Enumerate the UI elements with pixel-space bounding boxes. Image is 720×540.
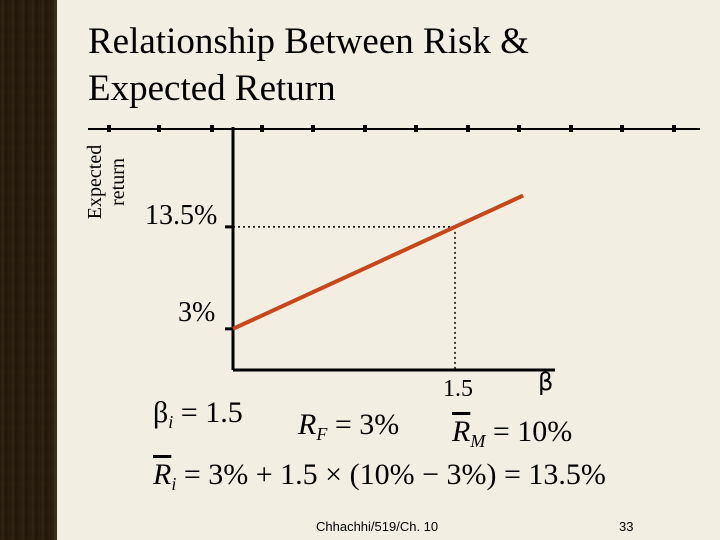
beta-subscript: i	[168, 412, 174, 432]
y-tick-label-bottom: 3%	[178, 297, 216, 328]
beta-symbol: β	[153, 396, 169, 429]
rf-subscript: F	[316, 424, 328, 444]
ri-symbol: $\overline{R}$	[153, 458, 172, 491]
security-market-line	[233, 196, 523, 329]
risk-free-equation	[298, 408, 399, 445]
market-return-equation	[452, 415, 572, 452]
y-axis-label-line-2: return	[107, 158, 129, 206]
expected-return-equation	[153, 458, 606, 495]
rf-value: = 3%	[334, 408, 400, 441]
title-line-1: Relationship Between Risk &	[88, 21, 529, 62]
rf-symbol: R	[298, 408, 317, 441]
ri-subscript: i	[171, 474, 177, 494]
title-line-2: Expected Return	[88, 68, 336, 109]
footer-source: Chhachhi/519/Ch. 10	[316, 519, 439, 534]
rm-value: = 10%	[492, 415, 573, 448]
x-tick-label: 1.5	[443, 376, 473, 402]
y-tick-label-top: 13.5%	[145, 200, 218, 231]
y-axis-label-line-1: Expected	[84, 144, 106, 220]
x-axis-label: β	[538, 368, 554, 396]
beta-value: = 1.5	[180, 396, 243, 429]
rm-symbol: $\overline{R}$	[452, 415, 471, 448]
rm-subscript: M	[470, 431, 486, 451]
beta-equation	[153, 396, 243, 433]
ri-value: = 3% + 1.5 × (10% − 3%) = 13.5%	[183, 458, 606, 491]
page-number: 33	[619, 519, 634, 534]
